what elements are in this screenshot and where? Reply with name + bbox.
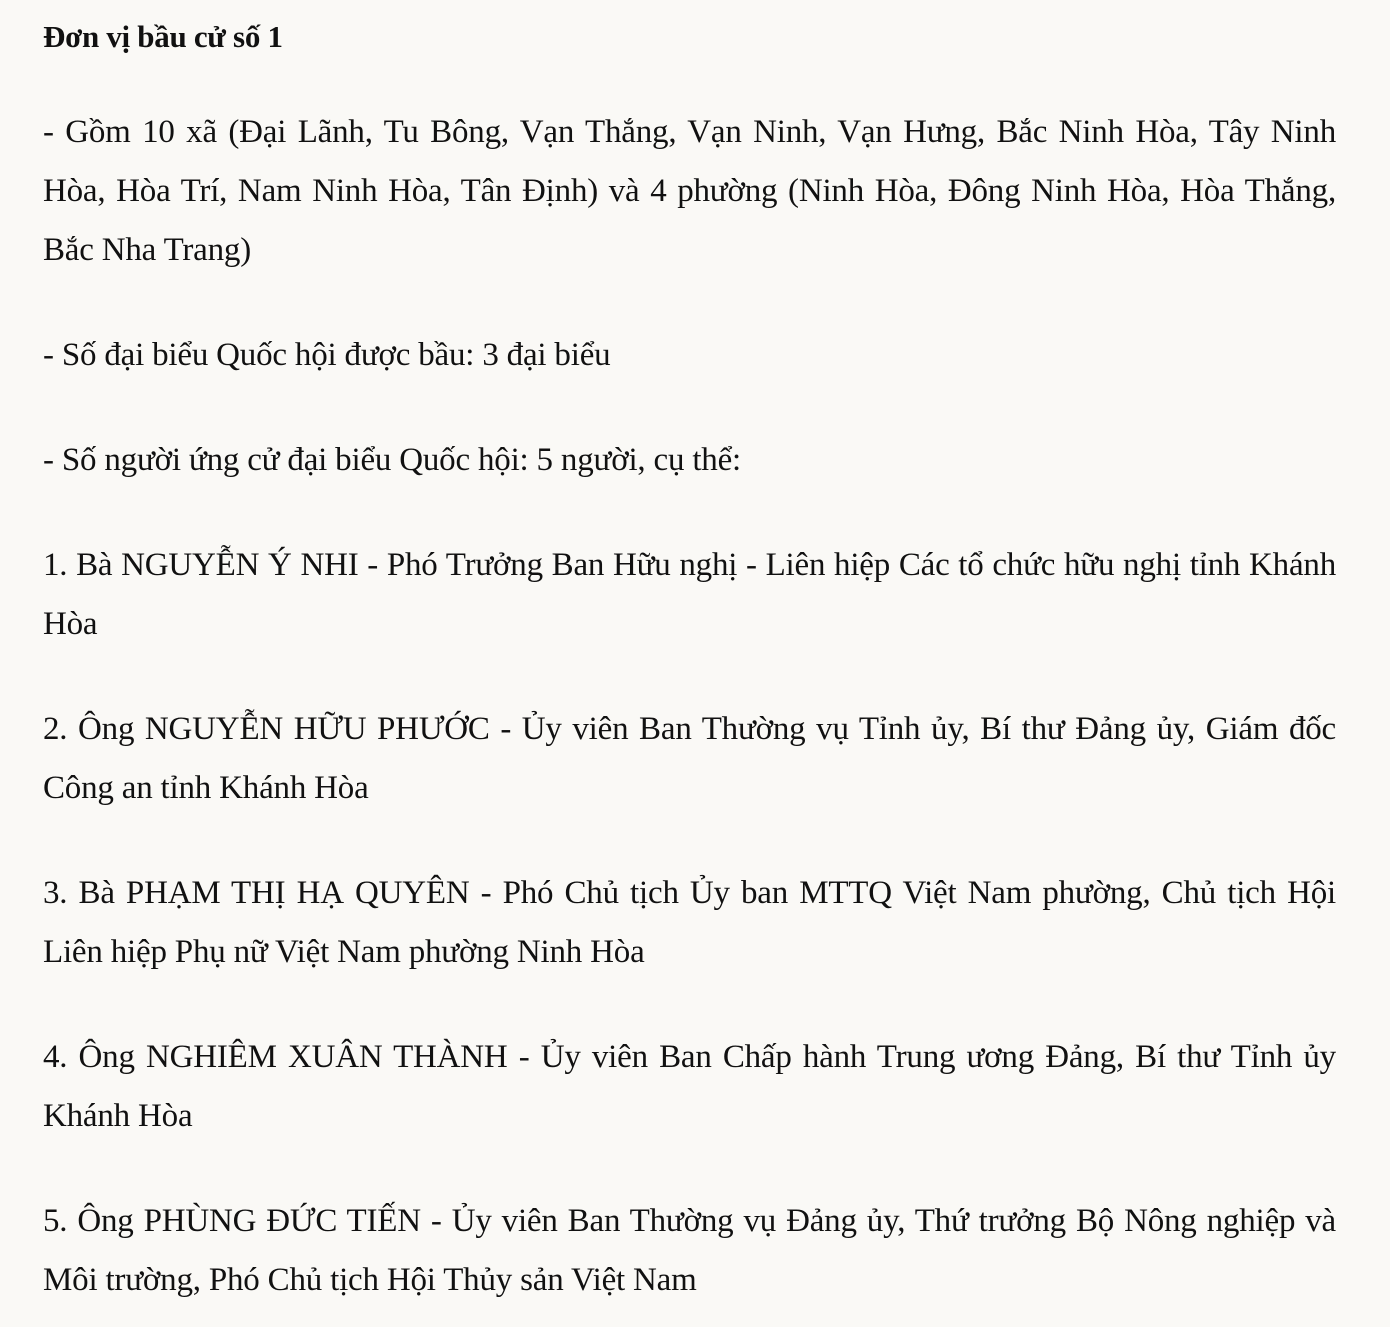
candidate-item: 2. Ông NGUYỄN HỮU PHƯỚC - Ủy viên Ban Thường vụ Tỉnh ủy, Bí thư Đảng ủy, Giám đốc Công an tỉnh Khánh Hòa	[43, 711, 1336, 806]
composition-paragraph: - Gồm 10 xã (Đại Lãnh, Tu Bông, Vạn Thắng, Vạn Ninh, Vạn Hưng, Bắc Ninh Hòa, Tây Ninh Hòa, Hòa Trí, Nam Ninh Hòa, Tân Định) và 4 phường (Ninh Hòa, Đông Ninh Hòa, Hòa Thắng, Bắc Nha Trang)	[43, 114, 1336, 268]
seats-paragraph: - Số đại biểu Quốc hội được bầu: 3 đại biểu	[43, 337, 611, 373]
section-heading: Đơn vị bầu cử số 1	[43, 19, 283, 54]
candidate-item: 3. Bà PHẠM THỊ HẠ QUYÊN - Phó Chủ tịch Ủy ban MTTQ Việt Nam phường, Chủ tịch Hội Liên hiệp Phụ nữ Việt Nam phường Ninh Hòa	[43, 875, 1336, 970]
candidate-list	[43, 536, 1336, 1310]
candidate-item: 5. Ông PHÙNG ĐỨC TIẾN - Ủy viên Ban Thường vụ Đảng ủy, Thứ trưởng Bộ Nông nghiệp và Môi trường, Phó Chủ tịch Hội Thủy sản Việt Nam	[43, 1203, 1336, 1298]
candidate-item: 4. Ông NGHIÊM XUÂN THÀNH - Ủy viên Ban Chấp hành Trung ương Đảng, Bí thư Tỉnh ủy Khánh Hòa	[43, 1039, 1336, 1134]
candidates-count-paragraph: - Số người ứng cử đại biểu Quốc hội: 5 người, cụ thể:	[43, 442, 741, 478]
candidate-item: 1. Bà NGUYỄN Ý NHI - Phó Trưởng Ban Hữu nghị - Liên hiệp Các tổ chức hữu nghị tỉnh Khánh Hòa	[43, 547, 1336, 642]
